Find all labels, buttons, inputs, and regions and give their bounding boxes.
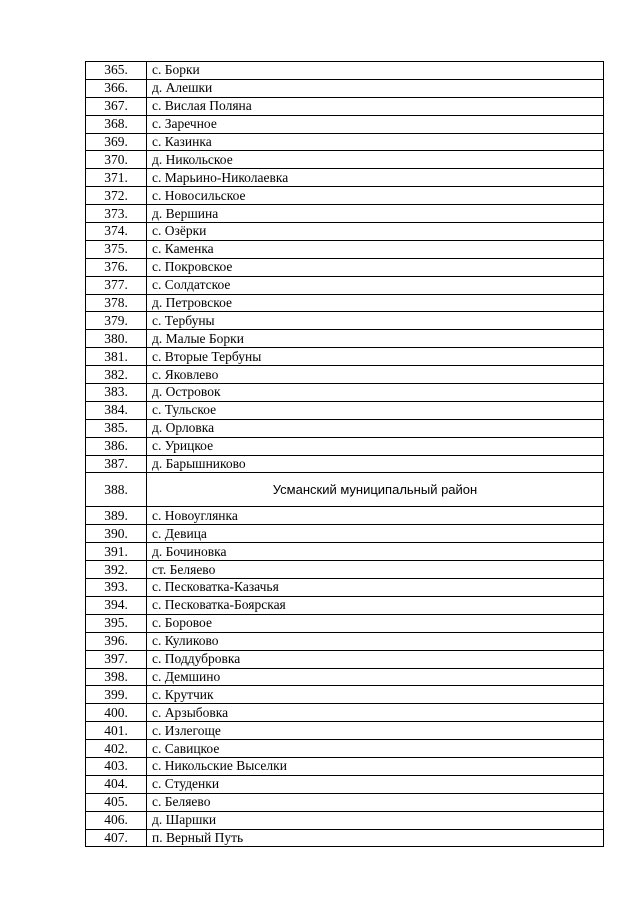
table-row xyxy=(86,668,604,686)
settlement-name-cell: п. Верный Путь xyxy=(147,829,604,847)
row-number-cell: 370. xyxy=(86,151,147,169)
settlement-name-cell: с. Боровое xyxy=(147,614,604,632)
table-row xyxy=(86,401,604,419)
table-row xyxy=(86,205,604,223)
row-number-cell: 393. xyxy=(86,579,147,597)
settlement-name-cell: с. Тульское xyxy=(147,401,604,419)
row-number-cell: 406. xyxy=(86,811,147,829)
district-header-row xyxy=(86,473,604,507)
table-row xyxy=(86,596,604,614)
settlement-name-cell: с. Новосильское xyxy=(147,187,604,205)
settlement-name-cell: с. Арзыбовка xyxy=(147,704,604,722)
row-number-cell: 395. xyxy=(86,614,147,632)
table-row xyxy=(86,133,604,151)
table-row xyxy=(86,525,604,543)
settlement-name-cell: с. Вислая Поляна xyxy=(147,97,604,115)
row-number-cell: 391. xyxy=(86,543,147,561)
row-number-cell: 374. xyxy=(86,223,147,241)
table-row xyxy=(86,829,604,847)
table-row xyxy=(86,62,604,80)
row-number-cell: 403. xyxy=(86,757,147,775)
table-row xyxy=(86,811,604,829)
settlement-name-cell: с. Беляево xyxy=(147,793,604,811)
row-number-cell: 382. xyxy=(86,366,147,384)
settlement-name-cell: с. Крутчик xyxy=(147,686,604,704)
table-row xyxy=(86,507,604,525)
row-number-cell: 394. xyxy=(86,596,147,614)
row-number-cell: 407. xyxy=(86,829,147,847)
settlement-name-cell: с. Песковатка-Казачья xyxy=(147,579,604,597)
row-number-cell: 386. xyxy=(86,437,147,455)
settlement-name-cell: д. Петровское xyxy=(147,294,604,312)
table-row xyxy=(86,115,604,133)
settlement-name-cell: с. Покровское xyxy=(147,258,604,276)
table-row xyxy=(86,793,604,811)
row-number-cell: 405. xyxy=(86,793,147,811)
row-number-cell: 400. xyxy=(86,704,147,722)
table-row xyxy=(86,632,604,650)
table-row xyxy=(86,579,604,597)
settlement-name-cell: д. Барышниково xyxy=(147,455,604,473)
settlement-name-cell: д. Вершина xyxy=(147,205,604,223)
settlement-name-cell: д. Никольское xyxy=(147,151,604,169)
table-row xyxy=(86,187,604,205)
settlement-name-cell: с. Урицкое xyxy=(147,437,604,455)
row-number-cell: 401. xyxy=(86,722,147,740)
settlement-name-cell: с. Борки xyxy=(147,62,604,80)
settlement-name-cell: д. Малые Борки xyxy=(147,330,604,348)
table-row xyxy=(86,258,604,276)
table-row xyxy=(86,366,604,384)
table-row xyxy=(86,561,604,579)
table-row xyxy=(86,775,604,793)
district-name-cell: Усманский муниципальный район xyxy=(147,473,604,507)
settlement-name-cell: с. Каменка xyxy=(147,240,604,258)
settlement-name-cell: д. Шаршки xyxy=(147,811,604,829)
row-number-cell: 375. xyxy=(86,240,147,258)
settlement-name-cell: ст. Беляево xyxy=(147,561,604,579)
row-number-cell: 372. xyxy=(86,187,147,205)
settlement-name-cell: д. Островок xyxy=(147,384,604,402)
table-row xyxy=(86,419,604,437)
table-row xyxy=(86,294,604,312)
row-number-cell: 398. xyxy=(86,668,147,686)
settlement-name-cell: с. Вторые Тербуны xyxy=(147,348,604,366)
table-row xyxy=(86,79,604,97)
table-row xyxy=(86,455,604,473)
table-row xyxy=(86,757,604,775)
row-number-cell: 383. xyxy=(86,384,147,402)
settlement-name-cell: с. Студенки xyxy=(147,775,604,793)
row-number-cell: 387. xyxy=(86,455,147,473)
table-row xyxy=(86,384,604,402)
row-number-cell: 377. xyxy=(86,276,147,294)
table-row xyxy=(86,330,604,348)
settlement-name-cell: с. Новоуглянка xyxy=(147,507,604,525)
row-number-cell: 390. xyxy=(86,525,147,543)
row-number-cell: 371. xyxy=(86,169,147,187)
settlement-name-cell: с. Песковатка-Боярская xyxy=(147,596,604,614)
row-number-cell: 399. xyxy=(86,686,147,704)
row-number-cell: 366. xyxy=(86,79,147,97)
row-number-cell: 373. xyxy=(86,205,147,223)
row-number-cell: 388. xyxy=(86,473,147,507)
row-number-cell: 379. xyxy=(86,312,147,330)
table-row xyxy=(86,704,604,722)
settlement-name-cell: д. Бочиновка xyxy=(147,543,604,561)
row-number-cell: 392. xyxy=(86,561,147,579)
settlement-name-cell: с. Савицкое xyxy=(147,740,604,758)
settlement-name-cell: с. Излегоще xyxy=(147,722,604,740)
row-number-cell: 404. xyxy=(86,775,147,793)
table-row xyxy=(86,240,604,258)
settlements-table xyxy=(85,61,604,847)
settlement-name-cell: с. Никольские Выселки xyxy=(147,757,604,775)
settlement-name-cell: с. Девица xyxy=(147,525,604,543)
row-number-cell: 385. xyxy=(86,419,147,437)
row-number-cell: 402. xyxy=(86,740,147,758)
settlement-name-cell: с. Озёрки xyxy=(147,223,604,241)
table-row xyxy=(86,312,604,330)
table-row xyxy=(86,614,604,632)
table-row xyxy=(86,151,604,169)
row-number-cell: 369. xyxy=(86,133,147,151)
table-row xyxy=(86,437,604,455)
settlements-table-body xyxy=(86,62,604,847)
table-row xyxy=(86,686,604,704)
row-number-cell: 368. xyxy=(86,115,147,133)
row-number-cell: 376. xyxy=(86,258,147,276)
settlement-name-cell: с. Демшино xyxy=(147,668,604,686)
table-row xyxy=(86,722,604,740)
settlement-name-cell: д. Орловка xyxy=(147,419,604,437)
table-row xyxy=(86,348,604,366)
row-number-cell: 365. xyxy=(86,62,147,80)
settlement-name-cell: с. Казинка xyxy=(147,133,604,151)
table-row xyxy=(86,97,604,115)
settlement-name-cell: д. Алешки xyxy=(147,79,604,97)
table-row xyxy=(86,223,604,241)
settlement-name-cell: с. Солдатское xyxy=(147,276,604,294)
row-number-cell: 384. xyxy=(86,401,147,419)
row-number-cell: 367. xyxy=(86,97,147,115)
settlement-name-cell: с. Яковлево xyxy=(147,366,604,384)
row-number-cell: 397. xyxy=(86,650,147,668)
settlement-name-cell: с. Поддубровка xyxy=(147,650,604,668)
row-number-cell: 381. xyxy=(86,348,147,366)
row-number-cell: 380. xyxy=(86,330,147,348)
row-number-cell: 389. xyxy=(86,507,147,525)
table-row xyxy=(86,543,604,561)
row-number-cell: 378. xyxy=(86,294,147,312)
row-number-cell: 396. xyxy=(86,632,147,650)
settlement-name-cell: с. Заречное xyxy=(147,115,604,133)
settlement-name-cell: с. Тербуны xyxy=(147,312,604,330)
table-row xyxy=(86,276,604,294)
table-row xyxy=(86,740,604,758)
settlement-name-cell: с. Марьино-Николаевка xyxy=(147,169,604,187)
table-row xyxy=(86,169,604,187)
table-row xyxy=(86,650,604,668)
settlement-name-cell: с. Куликово xyxy=(147,632,604,650)
